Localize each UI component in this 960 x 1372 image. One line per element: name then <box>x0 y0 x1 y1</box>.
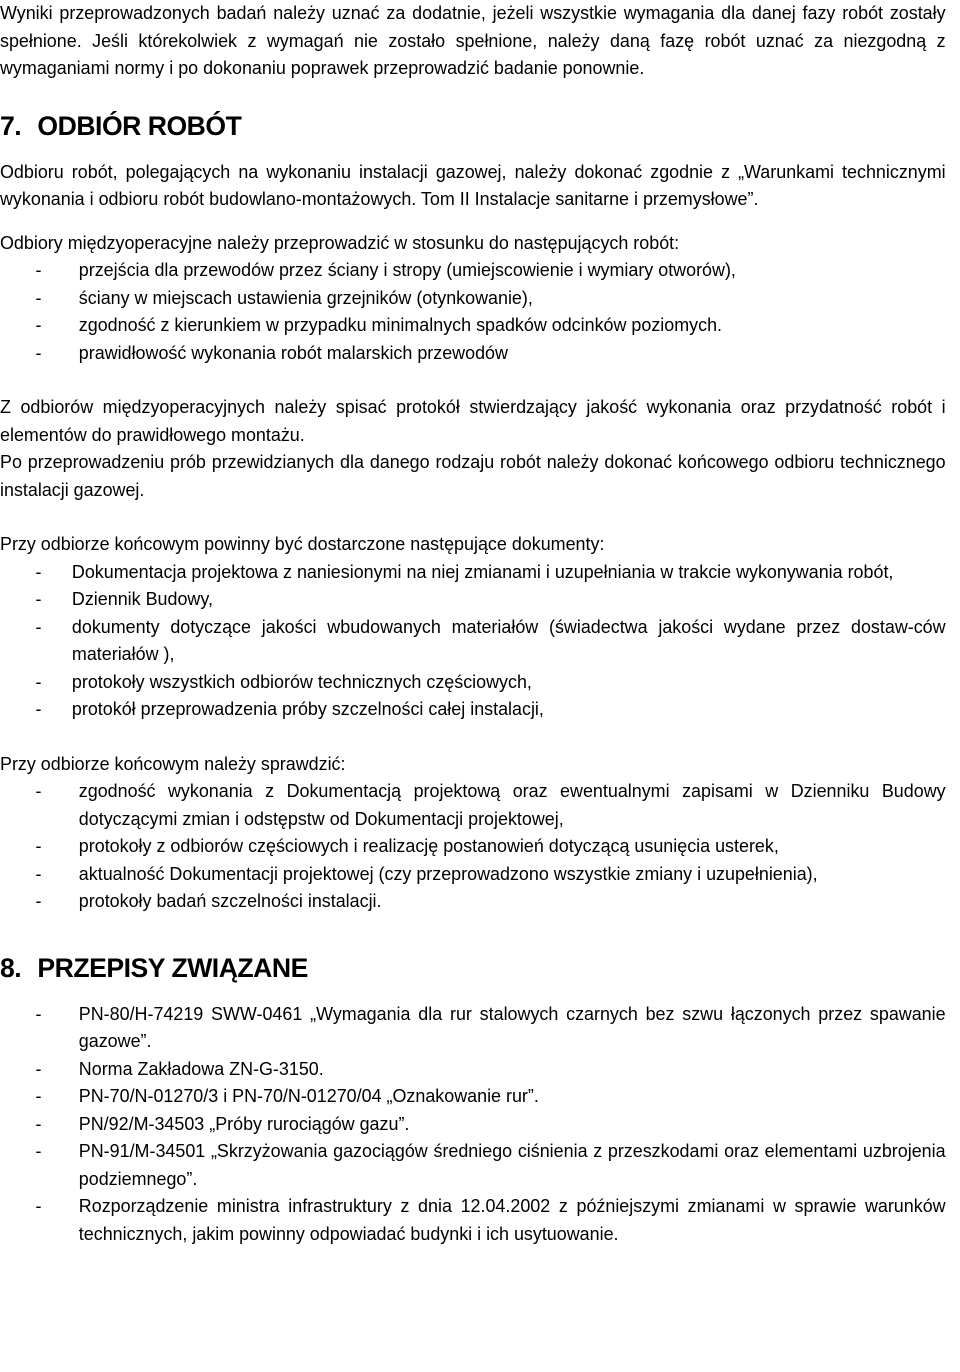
section-7-paragraph-6: Przy odbiorze końcowym należy sprawdzić: <box>0 753 346 774</box>
section-8-title: PRZEPISY ZWIĄZANE <box>37 952 308 983</box>
list-item: - aktualność Dokumentacji projektowej (czy przeprowadzono wszystkie zmiany i uzupełnienia), <box>0 861 946 889</box>
list-item: - Dokumentacja projektowa z naniesionymi na niej zmianami i uzupełniania w trakcie wykonywania robót, <box>0 559 946 587</box>
list-item: - zgodność z kierunkiem w przypadku minimalnych spadków odcinków poziomych. <box>0 312 946 340</box>
section-7-title: ODBIÓR ROBÓT <box>37 110 242 141</box>
final-check-list <box>0 778 946 916</box>
list-item: - Dziennik Budowy, <box>0 586 946 614</box>
regulations-list <box>0 1001 946 1249</box>
list-item: - PN/92/M-34503 „Próby rurociągów gazu”. <box>0 1111 946 1139</box>
list-item: - protokoły wszystkich odbiorów technicznych częściowych, <box>0 669 946 697</box>
section-8-number: 8. <box>0 952 22 983</box>
list-item: - Rozporządzenie ministra infrastruktury z dnia 12.04.2002 z późniejszymi zmianami w sprawie warunków technicznych, jakim powinny odpowiadać budynki i ich usytuowanie. <box>0 1193 946 1248</box>
interoperation-list <box>0 257 946 367</box>
list-item: - PN-91/M-34501 „Skrzyżowania gazociągów średniego ciśnienia z przeszkodami oraz elementami uzbrojenia podziemnego”. <box>0 1138 946 1193</box>
list-item: - dokumenty dotyczące jakości wbudowanych materiałów (świadectwa jakości wydane przez dostaw-ców materiałów ), <box>0 614 946 669</box>
list-item: - ściany w miejscach ustawienia grzejników (otynkowanie), <box>0 285 946 313</box>
section-8-heading <box>0 951 946 985</box>
list-item: - prawidłowość wykonania robót malarskich przewodów <box>0 340 946 368</box>
section-7-paragraph-2: Odbiory międzyoperacyjne należy przeprowadzić w stosunku do następujących robót: <box>0 232 680 253</box>
section-7-heading <box>0 109 946 143</box>
list-item: - protokół przeprowadzenia próby szczelności całej instalacji, <box>0 696 946 724</box>
section-7-number: 7. <box>0 110 22 141</box>
list-item: - Norma Zakładowa ZN-G-3150. <box>0 1056 946 1084</box>
intro-paragraph: Wyniki przeprowadzonych badań należy uznać za dodatnie, jeżeli wszystkie wymagania dla danej fazy robót zostały spełnione. Jeśli którekolwiek z wymagań nie zostało spełnione, należy daną fazę robót uznać za niezgodną z wymaganiami normy i po dokonaniu poprawek przeprowadzić badanie ponownie. <box>0 3 946 78</box>
list-item: - PN-70/N-01270/3 i PN-70/N-01270/04 „Oznakowanie rur”. <box>0 1083 946 1111</box>
list-item: - przejścia dla przewodów przez ściany i stropy (umiejscowienie i wymiary otworów), <box>0 257 946 285</box>
list-item: - protokoły z odbiorów częściowych i realizację postanowień dotyczącą usunięcia usterek, <box>0 833 946 861</box>
section-7-paragraph-4: Po przeprowadzeniu prób przewidzianych dla danego rodzaju robót należy dokonać końcowego odbioru technicznego instalacji gazowej. <box>0 452 946 500</box>
section-7-paragraph-1: Odbioru robót, polegających na wykonaniu instalacji gazowej, należy dokonać zgodnie z „Warunkami technicznymi wykonania i odbioru robót budowlano-montażowych. Tom II Instalacje sanitarne i przemysłowe”. <box>0 161 946 209</box>
section-7-paragraph-5: Przy odbiorze końcowym powinny być dostarczone następujące dokumenty: <box>0 534 605 554</box>
section-7-paragraph-3: Z odbiorów międzyoperacyjnych należy spisać protokół stwierdzający jakość wykonania oraz przydatność robót i elementów do prawidłowego montażu. <box>0 397 946 445</box>
list-item: - PN-80/H-74219 SWW-0461 „Wymagania dla rur stalowych czarnych bez szwu łączonych przez spawanie gazowe”. <box>0 1001 946 1056</box>
list-item: - zgodność wykonania z Dokumentacją projektową oraz ewentualnymi zapisami w Dzienniku Budowy dotyczącymi zmian i odstępstw od Dokumentacji projektowej, <box>0 778 946 833</box>
documents-list <box>0 559 946 724</box>
list-item: - protokoły badań szczelności instalacji. <box>0 888 946 916</box>
